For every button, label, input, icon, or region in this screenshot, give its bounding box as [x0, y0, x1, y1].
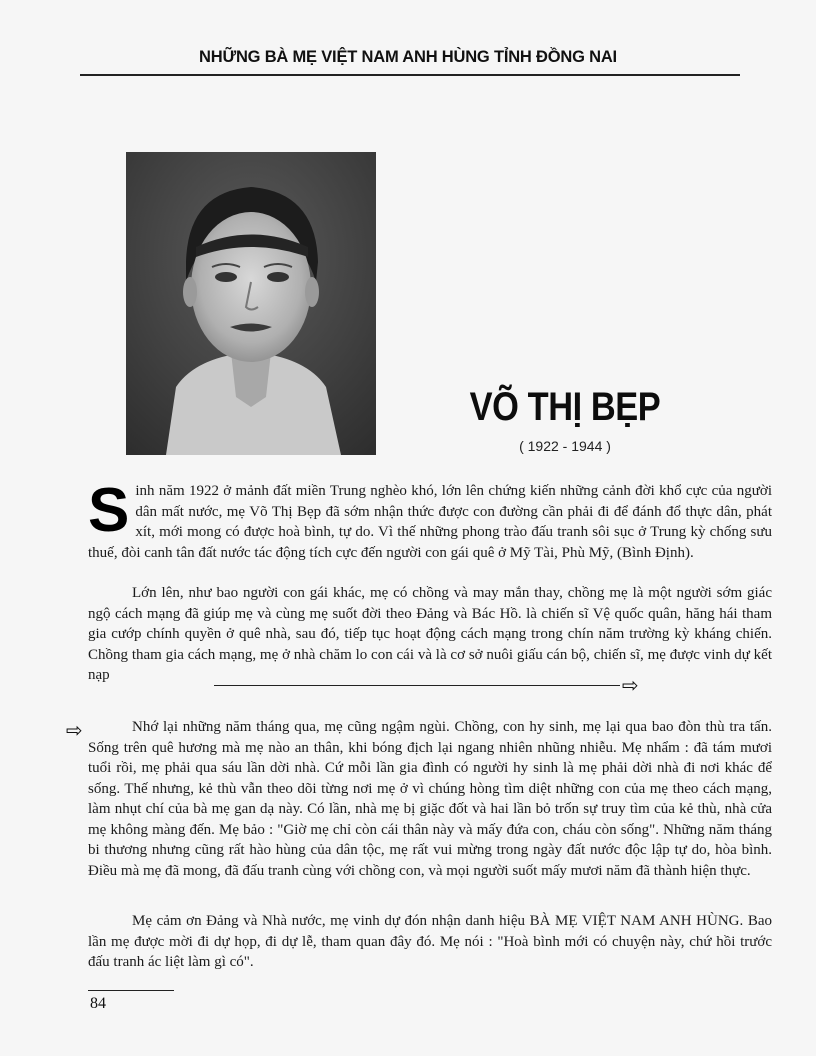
footer-divider [88, 990, 174, 991]
paragraph-3-text: Nhớ lại những năm tháng qua, mẹ cũng ngậm ngùi. Chồng, con hy sinh, mẹ lại qua bao đòn thù tra tấn. Sống trên quê hương mà mẹ nào an thân, khi bóng địch lại ngang nhiên nhũng nhiễu. Mẹ nhẩm : đã tám mươi tuổi rồi, mẹ phải qua sáu lần dời nhà. Cứ mỗi lần gia đình có người hy sinh là mẹ phải dời nhà đi nơi khác để sống. Thế nhưng, kẻ thù vẫn theo dõi từng nơi mẹ ở vì chúng hòng tìm diệt những con của mẹ theo cách mạng, làm nhụt chí của bà mẹ gan dạ này. Có lần, nhà mẹ bị giặc đốt và hai lần bỏ trốn sự truy tìm của kẻ thù, nhà cửa mẹ không màng đến. Mẹ bảo : "Giờ mẹ chỉ còn cái thân này và mấy đứa con, cháu còn sống". Những năm tháng bi thương nhưng cũng rất hào hùng của dân tộc, mẹ rất vui mừng trong ngày đất nước độc lập tự do, hòa bình. Điều mà mẹ đã mong, đã đấu tranh cùng với chồng con, và mọi người suốt mấy mươi năm đã thành hiện thực. [88, 719, 772, 879]
paragraph-3 [88, 717, 772, 881]
person-name: VÕ THỊ BẸP [469, 385, 661, 429]
paragraph-1-text: inh năm 1922 ở mảnh đất miền Trung nghèo khó, lớn lên chứng kiến những cảnh đời khổ cực của người dân mất nước, mẹ Võ Thị Bẹp đã sớm nhận thức được con đường cần phải đi để đánh đổ thực dân, phát xít, mới mong có được hoà bình, tự do. Vì thế những phong trào đấu tranh sôi sục ở Trung kỳ chống sưu thuế, đòi canh tân đất nước tác động tích cực đến người con gái quê ở Mỹ Tài, Phù Mỹ, (Bình Định). [88, 483, 772, 561]
portrait-photo [126, 152, 376, 455]
paragraph-2-text: Lớn lên, như bao người con gái khác, mẹ có chồng và may mắn thay, chồng mẹ là một người sớm giác ngộ cách mạng đã giúp mẹ và cùng mẹ suốt đời theo Đảng và Bác Hồ. là chiến sĩ Vệ quốc quân, hăng hái tham gia cướp chính quyền ở quê nhà, sau đó, tiếp tục hoạt động cách mạng trong chín năm trường kỳ kháng chiến. Chồng tham gia cách mạng, mẹ ở nhà chăm lo con cái và là cơ sở nuôi giấu cán bộ, chiến sĩ, mẹ được vinh dự kết nạp [88, 585, 772, 683]
right-outline-arrow-icon: ⇨ [622, 673, 639, 697]
portrait-image [126, 152, 376, 455]
running-header-title: NHỮNG BÀ MẸ VIỆT NAM ANH HÙNG TỈNH ĐỒNG NAI [199, 48, 617, 66]
paragraph-1 [88, 476, 772, 563]
page-number: 84 [90, 995, 106, 1012]
paragraph-2 [88, 583, 772, 686]
life-years: ( 1922 - 1944 ) [519, 438, 611, 454]
right-outline-arrow-icon: ⇨ [66, 718, 83, 742]
paragraph-4 [88, 911, 772, 973]
paragraph-4-text: Mẹ cảm ơn Đảng và Nhà nước, mẹ vinh dự đón nhận danh hiệu BÀ MẸ VIỆT NAM ANH HÙNG. Bao lần mẹ được mời đi dự họp, đi dự lễ, tham quan đây đó. Mẹ nói : "Hoà bình mới có chuyện này, chứ hồi trước đấu tranh ác liệt làm gì có". [88, 913, 772, 970]
section-divider [214, 685, 620, 686]
drop-cap: S [88, 476, 130, 545]
header-divider [80, 74, 740, 76]
